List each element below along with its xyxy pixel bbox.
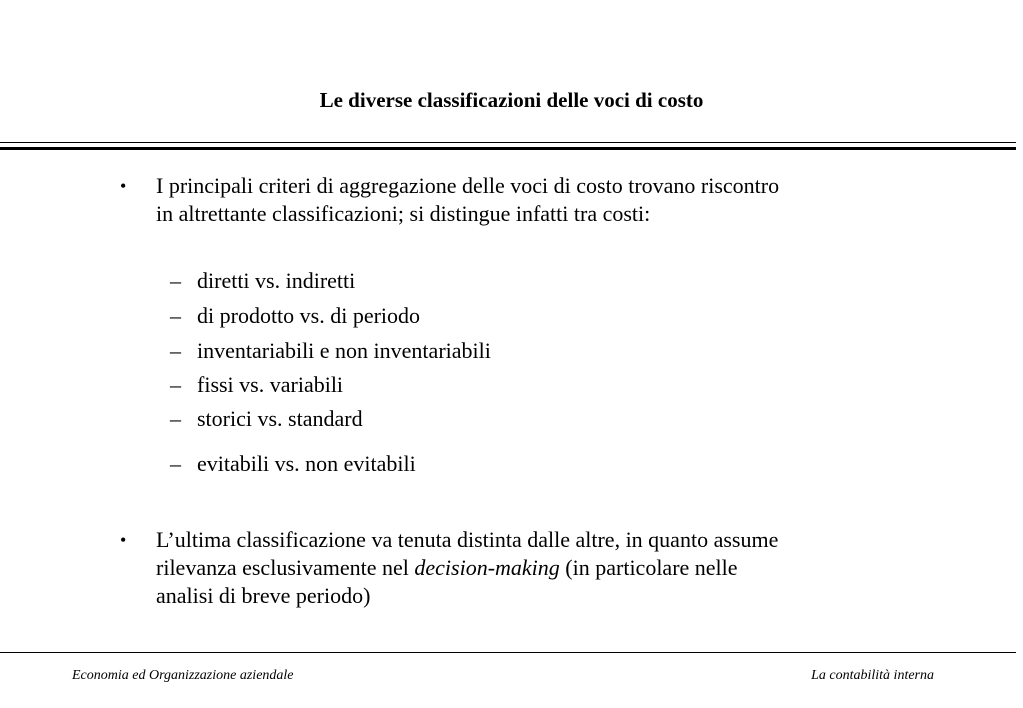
bullet-line: I principali criteri di aggregazione delle voci di costo trovano riscontro: [156, 173, 780, 198]
dash-icon: –: [170, 303, 181, 328]
dash-icon: –: [170, 406, 181, 431]
bullet-icon: •: [120, 176, 127, 196]
bullet-line: L’ultima classificazione va tenuta distinta dalle altre, in quanto assume: [156, 527, 779, 552]
sub-item-label: storici vs. standard: [197, 406, 363, 431]
bullet-text: [156, 172, 916, 228]
sub-item-label: evitabili vs. non evitabili: [197, 451, 416, 476]
bullet-icon: •: [120, 530, 127, 550]
bullet-line-part: (in particolare nelle: [559, 555, 738, 580]
sub-item-label: inventariabili e non inventariabili: [197, 338, 491, 363]
sub-item-label: di prodotto vs. di periodo: [197, 303, 421, 328]
bullet-text: [156, 526, 916, 610]
footer-course-name: Economia ed Organizzazione aziendale: [72, 668, 294, 683]
dash-icon: –: [170, 338, 181, 363]
footer-rule: [0, 652, 1016, 653]
footer-topic: La contabilità interna: [811, 668, 934, 683]
sub-item-label: diretti vs. indiretti: [197, 268, 356, 293]
header-rule-thin: [0, 142, 1016, 143]
emphasized-term: decision-making: [414, 555, 560, 580]
dash-icon: –: [170, 268, 181, 293]
bullet-line-part: rilevanza esclusivamente nel: [156, 555, 415, 580]
header-rule-thick: [0, 147, 1016, 150]
sub-item-label: fissi vs. variabili: [197, 372, 344, 397]
slide-title: Le diverse classificazioni delle voci di costo: [319, 88, 704, 112]
bullet-line: analisi di breve periodo): [156, 583, 371, 608]
bullet-line: in altrettante classificazioni; si distingue infatti tra costi:: [156, 201, 651, 226]
dash-icon: –: [170, 451, 181, 476]
dash-icon: –: [170, 372, 181, 397]
